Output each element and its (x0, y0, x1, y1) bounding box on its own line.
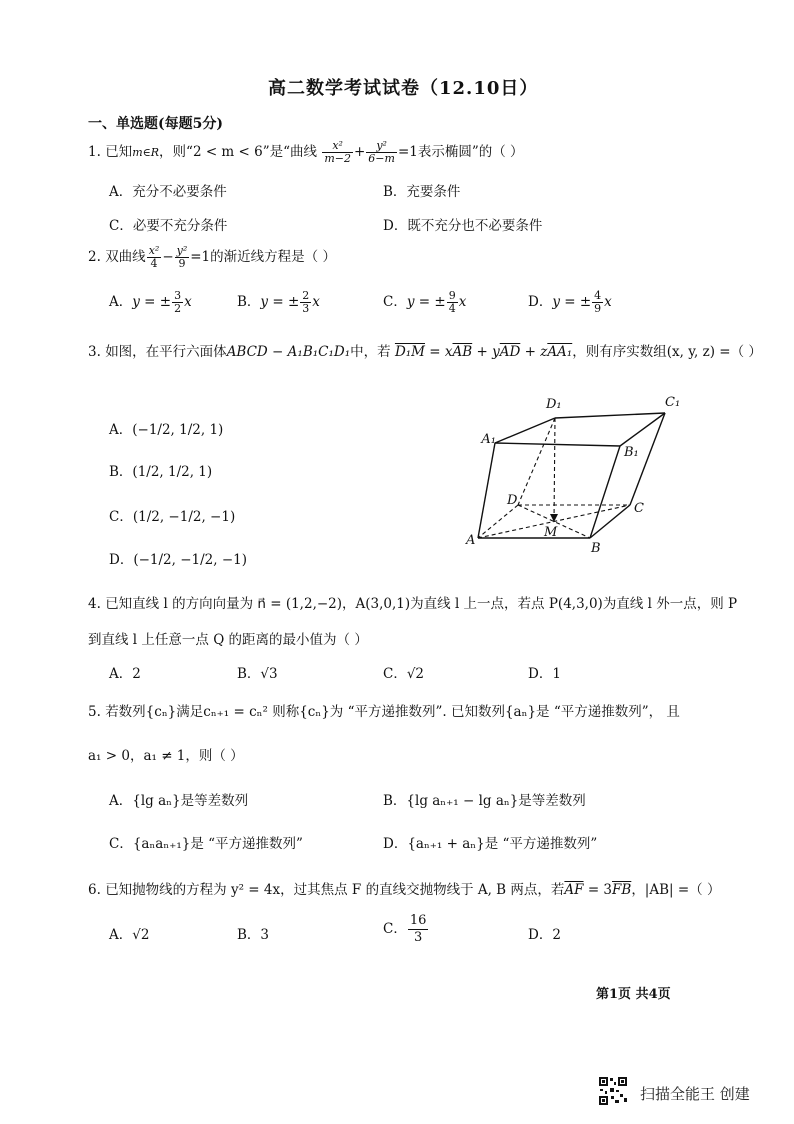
q2-option-b: B．y = ± $\frac{2}{3}$ x (237, 289, 320, 315)
parallelepiped-figure (460, 388, 700, 558)
fraction: $\frac{\text{x²}}{m-2}$ (324, 139, 351, 165)
page-footer: 第1页 共4页 (596, 987, 671, 1002)
question-number: 2. (88, 249, 101, 265)
question-number: 1. (88, 144, 101, 160)
edge-b1-a1 (495, 443, 620, 446)
label-a: A (466, 533, 476, 548)
q3-option-c: C．(1/2, −1/2, −1) (109, 509, 236, 525)
question-5-line2: a₁ > 0，a₁ ≠ 1，则（ ） (88, 748, 244, 764)
page-title: 高二数学考试试卷（12.10日） (268, 78, 539, 99)
q5-option-c: C．{aₙaₙ₊₁}是 “平方递推数列” (109, 836, 303, 852)
q3-option-b: B．(1/2, 1/2, 1) (109, 464, 213, 480)
q1-option-a: A．充分不必要条件 (109, 184, 227, 200)
label-c1: C₁ (665, 395, 681, 410)
edge-d1-c1 (555, 413, 665, 418)
edge-b-b1 (590, 446, 620, 538)
scanner-watermark: 扫描全能王 创建 (640, 1085, 750, 1103)
question-2-stem: 2. 双曲线 $\frac{\text{x²}}{4}$ − $\frac{\text{y²}}{9}$ =1的渐近线方程是（ ） (88, 244, 336, 270)
q4-option-c: C．√2 (383, 666, 425, 682)
q6-option-d: D．2 (528, 927, 561, 943)
edge-a-d-hidden (478, 505, 518, 538)
question-4-line1: 4. 已知直线 l 的方向向量为 n⃗ = (1,2,−2)，A(3,0,1)为直线 l 上一点，若点 P(4,3,0)为直线 l 外一点，则 P (88, 596, 738, 612)
question-3-stem: 3. 如图，在平行六面体ABCD − A₁B₁C₁D₁中，若 $D_1M = x\overline{AB} + y\overline{AD} + zAA_1$，则有序实数组(x, y, z) =（ ） (88, 344, 762, 360)
section-heading: 一、单选题(每题5分) (88, 116, 223, 132)
q4-option-b: B．√3 (237, 666, 278, 682)
q4-option-d: D．1 (528, 666, 561, 682)
q1-option-d: D．既不充分也不必要条件 (383, 218, 543, 234)
question-number: 6. (88, 882, 101, 898)
question-1-stem: 1. 已知m∈R，则“2 < m < 6”是“曲线 $\frac{\text{x²}}{m-2}$ + $\frac{\text{y²}}{6-m}$ =1表示椭圆”的（ ） (88, 139, 524, 165)
edge-a-a1 (478, 443, 495, 538)
question-number: 5. (88, 704, 101, 720)
q6-option-a: A．√2 (109, 927, 150, 943)
q5-option-d: D．{aₙ₊₁ + aₙ}是 “平方递推数列” (383, 836, 598, 852)
fraction: $\frac{\text{y²}}{9}$ (176, 244, 188, 270)
label-c: C (634, 501, 644, 516)
q3-option-d: D．(−1/2, −1/2, −1) (109, 552, 248, 568)
label-d: D (507, 493, 518, 508)
q2-option-c: C．y = ± $\frac{9}{4}$ x (383, 289, 467, 315)
label-b1: B₁ (624, 445, 639, 460)
question-number: 4. (88, 596, 101, 612)
q2-option-a: A．y = ± $\frac{3}{2}$ x (109, 289, 192, 315)
question-number: 3. (88, 344, 101, 360)
label-d1: D₁ (546, 397, 562, 412)
q6-option-c: C． $\frac{16}{3}$ (383, 913, 427, 945)
q6-option-b: B．3 (237, 927, 270, 943)
fraction: $\frac{\text{x²}}{4}$ (148, 244, 160, 270)
q2-option-d: D．y = ± $\frac{4}{9}$ x (528, 289, 612, 315)
q5-option-b: B．{lg aₙ₊₁ − lg aₙ}是等差数列 (383, 793, 586, 809)
question-6-stem: 6. 已知抛物线的方程为 y² = 4x，过其焦点 F 的直线交抛物线于 A, B 两点，若$\overline{AF} = 3\overline{FB}$，|AB| =（ ） (88, 882, 721, 898)
question-5-line1: 5. 若数列{cₙ}满足cₙ₊₁ = cₙ² 则称{cₙ}为 “平方递推数列”. 已知数列{aₙ}是 “平方递推数列”， 且 (88, 704, 680, 720)
q1-option-c: C．必要不充分条件 (109, 218, 228, 234)
label-m: M (544, 525, 558, 540)
q1-option-b: B．充要条件 (383, 184, 461, 200)
fraction: $\frac{\text{y²}}{6-m}$ (368, 139, 395, 165)
q5-option-a: A．{lg aₙ}是等差数列 (109, 793, 249, 809)
label-a1: A₁ (481, 432, 496, 447)
q4-option-a: A．2 (109, 666, 141, 682)
question-4-line2: 到直线 l 上任意一点 Q 的距离的最小值为（ ） (88, 632, 368, 648)
qr-code-icon (598, 1076, 628, 1106)
label-b: B (591, 541, 601, 556)
q3-option-a: A．(−1/2, 1/2, 1) (109, 422, 224, 438)
